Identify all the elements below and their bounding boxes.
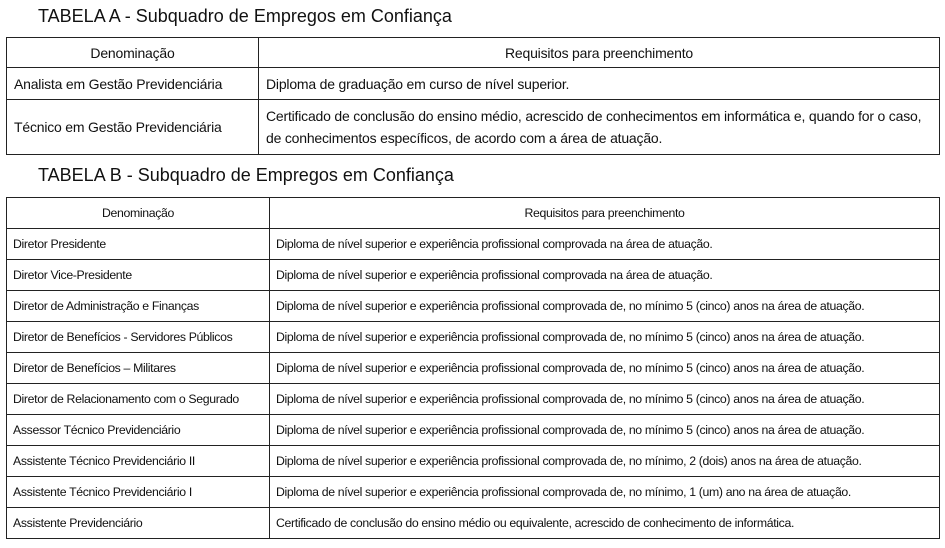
cell-denominacao: Assistente Previdenciário [7,508,270,539]
table-b-title: TABELA B - Subquadro de Empregos em Confiança [38,165,454,185]
cell-denominacao: Diretor de Relacionamento com o Segurado [7,384,270,415]
table-b [6,197,940,539]
cell-denominacao: Assessor Técnico Previdenciário [7,415,270,446]
table-a-title: TABELA A - Subquadro de Empregos em Confiança [38,6,452,26]
table-row [7,68,940,100]
table-a [6,37,940,155]
cell-requisitos: Diploma de nível superior e experiência profissional comprovada de, no mínimo 5 (cinco) anos na área de atuação. [270,415,940,446]
column-header-denominacao: Denominação [7,38,259,68]
cell-denominacao: Diretor de Benefícios - Servidores Públicos [7,322,270,353]
column-header-requisitos: Requisitos para preenchimento [259,38,940,68]
table-row [7,229,940,260]
cell-denominacao: Técnico em Gestão Previdenciária [7,100,259,155]
cell-requisitos: Certificado de conclusão do ensino médio ou equivalente, acrescido de conhecimento de informática. [270,508,940,539]
table-row [7,415,940,446]
cell-requisitos: Diploma de nível superior e experiência profissional comprovada de, no mínimo, 2 (dois) anos na área de atuação. [270,446,940,477]
cell-requisitos: Diploma de nível superior e experiência profissional comprovada de, no mínimo 5 (cinco) anos na área de atuação. [270,353,940,384]
cell-denominacao: Assistente Técnico Previdenciário II [7,446,270,477]
cell-requisitos: Certificado de conclusão do ensino médio, acrescido de conhecimentos em informática e, quando for o caso, de conhecimentos específicos, de acordo com a área de atuação. [259,100,940,155]
table-row [7,446,940,477]
cell-denominacao: Diretor Presidente [7,229,270,260]
table-row [7,508,940,539]
cell-requisitos: Diploma de nível superior e experiência profissional comprovada de, no mínimo 5 (cinco) anos na área de atuação. [270,291,940,322]
cell-denominacao: Diretor de Benefícios – Militares [7,353,270,384]
table-row [7,353,940,384]
table-row [7,477,940,508]
table-row [7,322,940,353]
cell-requisitos: Diploma de nível superior e experiência profissional comprovada na área de atuação. [270,260,940,291]
cell-denominacao: Assistente Técnico Previdenciário I [7,477,270,508]
cell-denominacao: Diretor de Administração e Finanças [7,291,270,322]
cell-requisitos: Diploma de nível superior e experiência profissional comprovada na área de atuação. [270,229,940,260]
table-row [7,291,940,322]
table-header-row [7,38,940,68]
cell-requisitos: Diploma de nível superior e experiência profissional comprovada de, no mínimo 5 (cinco) anos na área de atuação. [270,322,940,353]
cell-requisitos: Diploma de nível superior e experiência profissional comprovada de, no mínimo 5 (cinco) anos na área de atuação. [270,384,940,415]
table-row [7,100,940,155]
cell-denominacao: Diretor Vice-Presidente [7,260,270,291]
cell-requisitos: Diploma de nível superior e experiência profissional comprovada de, no mínimo, 1 (um) ano na área de atuação. [270,477,940,508]
table-row [7,260,940,291]
column-header-requisitos: Requisitos para preenchimento [270,198,940,229]
table-header-row [7,198,940,229]
table-row [7,384,940,415]
cell-requisitos: Diploma de graduação em curso de nível superior. [259,68,940,100]
column-header-denominacao: Denominação [7,198,270,229]
cell-denominacao: Analista em Gestão Previdenciária [7,68,259,100]
